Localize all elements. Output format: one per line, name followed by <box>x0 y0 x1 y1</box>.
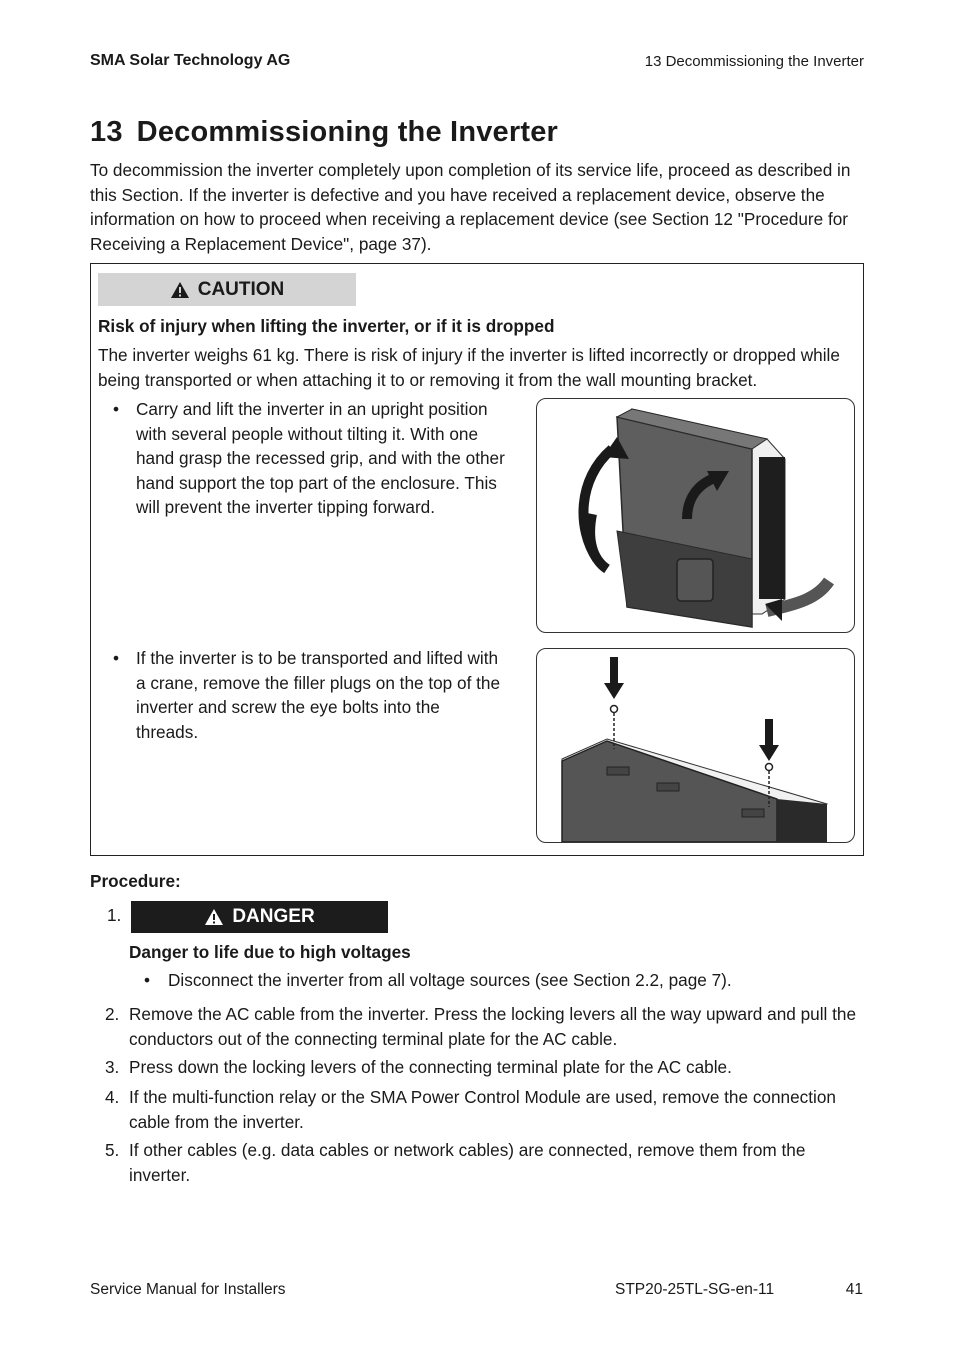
step-number: 2. <box>105 1004 120 1024</box>
page-number: 41 <box>845 1281 863 1298</box>
procedure-label: Procedure: <box>90 871 181 891</box>
warning-triangle-icon <box>170 281 190 299</box>
danger-label <box>131 901 388 933</box>
step-text: Press down the locking levers of the connecting terminal plate for the AC cable. <box>129 1057 732 1077</box>
eye-bolt-drawing <box>537 649 854 842</box>
intro-paragraph: To decommission the inverter completely upon completion of its service life, proceed as described in this Section. If the inverter is defective and you have received a replacement device, observe the information on how to proceed when receiving a replacement device (see Section 12 "Procedure for Receiving a Replacement Device", page 37). <box>90 160 851 254</box>
step-text: If other cables (e.g. data cables or network cables) are connected, remove them from the inverter. <box>129 1140 806 1185</box>
step-number: 1. <box>107 905 122 925</box>
step-number: 4. <box>105 1087 120 1107</box>
bullet-dot: • <box>113 648 120 668</box>
danger-title: Danger to life due to high voltages <box>129 942 411 962</box>
footer-doc-id: STP20-25TL-SG-en-11 <box>615 1281 775 1298</box>
risk-text: The inverter weighs 61 kg. There is risk of injury if the inverter is lifted incorrectly or dropped while being transported or when attaching it to or removing it from the wall mounting bracket. <box>98 345 840 390</box>
bullet-text: If the inverter is to be transported and lifted with a crane, remove the filler plugs on the top of the inverter and screw the eye bolts into the threads. <box>136 648 501 742</box>
step-number: 5. <box>105 1140 120 1160</box>
bullet-text: Disconnect the inverter from all voltage sources (see Section 2.2, page 7). <box>168 970 732 990</box>
step-text: Remove the AC cable from the inverter. Press the locking levers all the way upward and pull the conductors out of the connecting terminal plate for the AC cable. <box>129 1004 857 1049</box>
footer-manual-title: Service Manual for Installers <box>90 1281 286 1298</box>
danger-label-text: DANGER <box>232 906 315 927</box>
step-text: If the multi-function relay or the SMA Power Control Module are used, remove the connection cable from the inverter. <box>129 1087 836 1132</box>
section-title: Decommissioning the Inverter <box>136 116 559 148</box>
eye-bolt-illustration <box>536 648 855 843</box>
page-title <box>90 116 558 149</box>
bullet-dot: • <box>113 399 120 419</box>
risk-title: Risk of injury when lifting the inverter, or if it is dropped <box>98 316 555 336</box>
inverter-lifting-drawing <box>537 399 854 632</box>
lifting-illustration <box>536 398 855 633</box>
bullet-dot: • <box>144 970 151 990</box>
section-number: 13 <box>90 116 123 148</box>
caution-label-text: CAUTION <box>197 278 285 300</box>
header-section: 13 Decommissioning the Inverter <box>644 53 864 70</box>
bullet-text: Carry and lift the inverter in an upright position with several people without tilting it. With one hand grasp the recessed grip, and with the other hand support the top part of the enclosure. This will prevent the inverter tipping forward. <box>136 399 505 517</box>
step-number: 3. <box>105 1057 120 1077</box>
caution-label <box>98 273 356 306</box>
caution-box <box>90 263 864 856</box>
header-company: SMA Solar Technology AG <box>90 52 291 69</box>
warning-triangle-icon <box>204 908 224 926</box>
